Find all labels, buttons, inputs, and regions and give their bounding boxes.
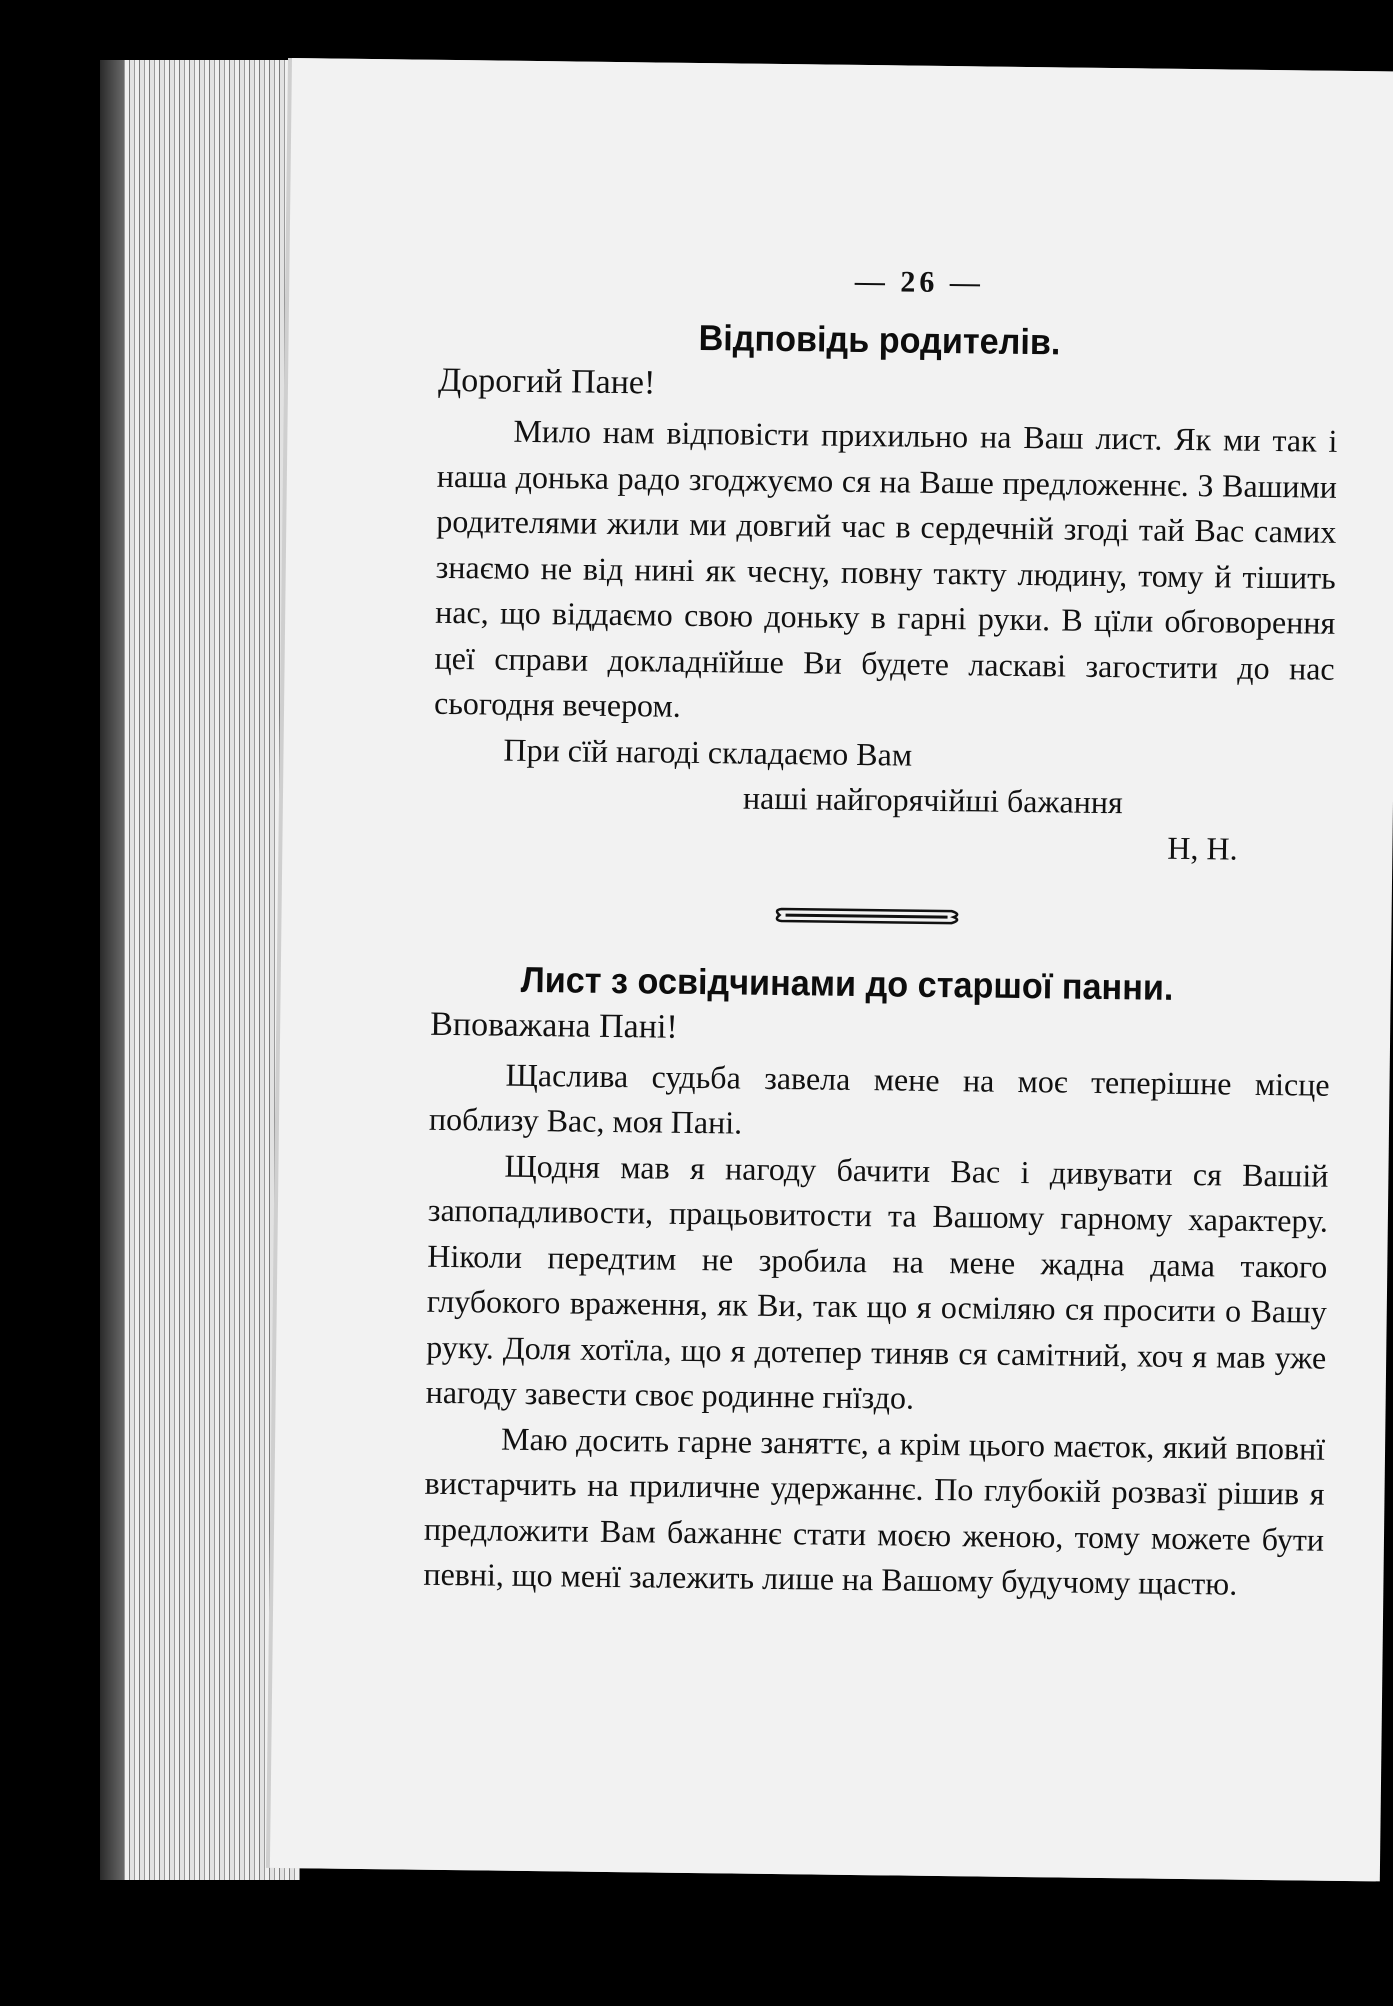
letter-2-paragraph: Щаслива судьба завела мене на моє теперішне місце поблизу Вас, моя Пані.: [428, 1056, 1330, 1141]
book-page-edges: [100, 60, 300, 1880]
spine-shadow: [100, 60, 124, 1880]
book-page: [270, 58, 1393, 1881]
section-title-proposal-letter: Лист з освідчинами до старшої панни.: [520, 958, 1174, 1008]
letter-1-signature: Н, Н.: [1167, 829, 1238, 867]
page-text-block: [423, 260, 1339, 1608]
letter-2-paragraph: Щодня мав я нагоду бачити Вас і дивувати ся Вашій запопадливости, працьовитости та Вашому гарному характеру. Ніколи передтим не зробила на мене жадна дама такого глубокого враження, як Ви, так що я осміляю ся просити о Вашу руку. Доля хотїла, що я дотепер тиняв ся самітний, хоч я мав уже нагоду завести своє родинне гнїздо.: [425, 1147, 1329, 1416]
salutation-1: Дорогий Пане!: [437, 361, 656, 402]
page-number: — 26 —: [854, 264, 985, 300]
section-title-parents-reply: Відповідь родителів.: [698, 316, 1061, 363]
letter-1-closing-line-1: При сїй нагоді складаємо Вам: [503, 731, 913, 773]
letter-1-closing-line-2: наші найгорячійші бажання: [742, 779, 1123, 820]
ornamental-divider: [771, 905, 961, 925]
letter-2-paragraph: Маю досить гарне заняттє, а крім цього маєток, який вповнї вистарчить на приличне удержаннє. По глубокій розвазї рішив я предложити Вам бажаннє стати моєю женою, тому можете бути певні, що менї залежить лише на Вашому будучому щастю.: [423, 1420, 1326, 1602]
salutation-2: Вповажана Пані!: [429, 1005, 678, 1046]
letter-1-body: Мило нам відповісти прихильно на Ваш лист. Як ми так і наша донька радо згоджуємо ся на Ваше предложеннє. З Вашими родителями жили ми довгий час в сердечній згоді тай Вас самих знаємо не від нині як чесну, повну такту людину, тому й тішить нас, що віддаємо свою доньку в гарні руки. В цїли обговорення цеї справи докладнїйше Ви будете ласкаві загостити до нас сьогодня вечером.: [433, 412, 1338, 724]
